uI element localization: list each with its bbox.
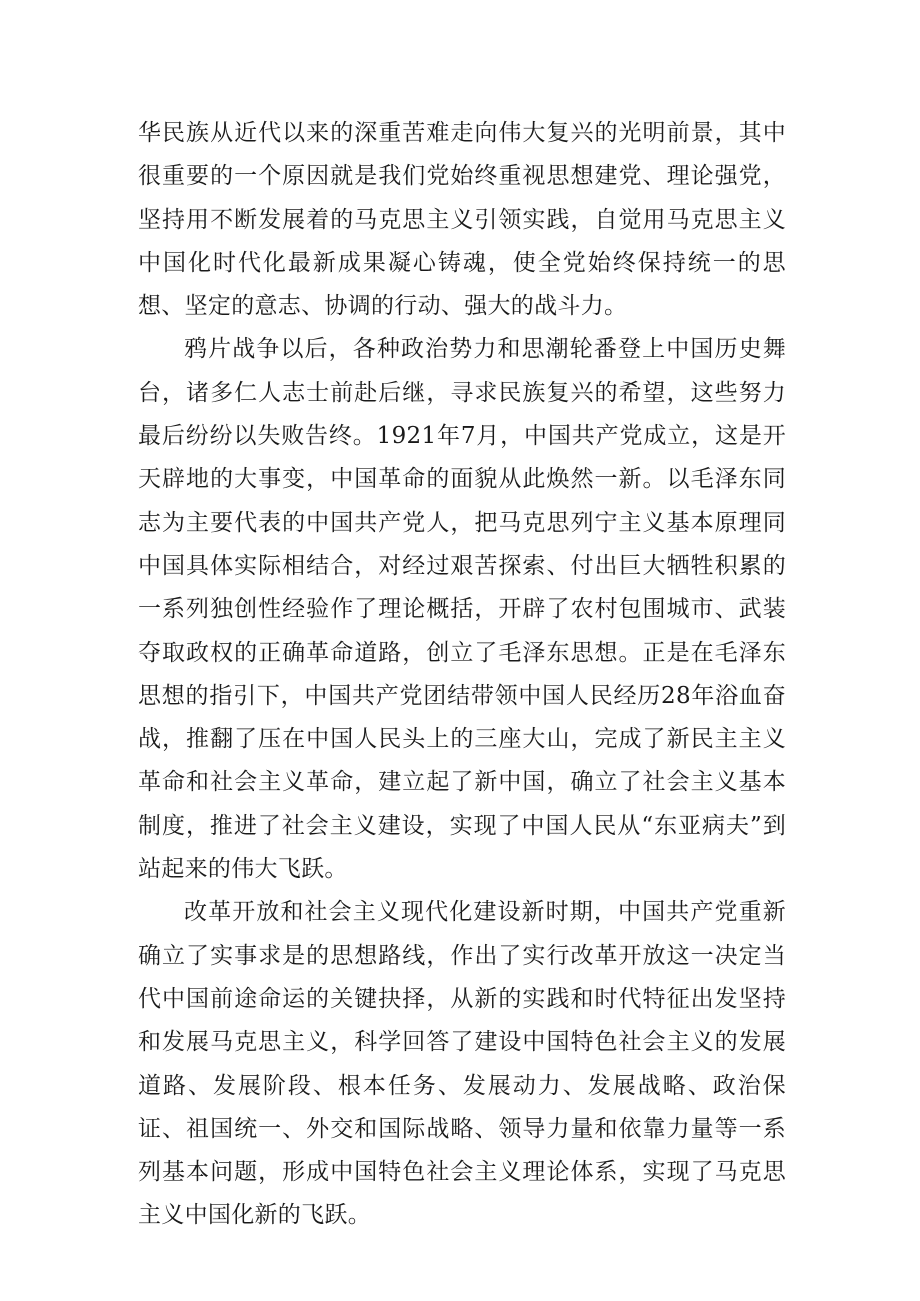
paragraph-1: 华民族从近代以来的深重苦难走向伟大复兴的光明前景，其中很重要的一个原因就是我们党始终重视思想建党、理论强党，坚持用不断发展着的马克思主义引领实践，自觉用马克思主义中国化时代化最新成果凝心铸魂，使全党始终保持统一的思想、坚定的意志、协调的行动、强大的战斗力。 xyxy=(138,120,786,320)
paragraph-2: 鸦片战争以后，各种政治势力和思潮轮番登上中国历史舞台，诸多仁人志士前赴后继，寻求民族复兴的希望，这些努力最后纷纷以失败告终。1921年7月，中国共产党成立，这是开天辟地的大事变，中国革命的面貌从此焕然一新。以毛泽东同志为主要代表的中国共产党人，把马克思列宁主义基本原理同中国具体实际相结合，对经过艰苦探索、付出巨大牺牲积累的一系列独创性经验作了理论概括，开辟了农村包围城市、武装夺取政权的正确革命道路，创立了毛泽东思想。正是在毛泽东思想的指引下，中国共产党团结带领中国人民经历28年浴血奋战，推翻了压在中国人民头上的三座大山，完成了新民主主义革命和社会主义革命，建立起了新中国，确立了社会主义基本制度，推进了社会主义建设，实现了中国人民从“东亚病夫”到站起来的伟大飞跃。 xyxy=(138,336,786,883)
document-body xyxy=(138,112,786,1238)
paragraph-3: 改革开放和社会主义现代化建设新时期，中国共产党重新确立了实事求是的思想路线，作出了实行改革开放这一决定当代中国前途命运的关键抉择，从新的实践和时代特征出发坚持和发展马克思主义，科学回答了建设中国特色社会主义的发展道路、发展阶段、根本任务、发展动力、发展战略、政治保证、祖国统一、外交和国际战略、领导力量和依靠力量等一系列基本问题，形成中国特色社会主义理论体系，实现了马克思主义中国化新的飞跃。 xyxy=(138,899,786,1229)
